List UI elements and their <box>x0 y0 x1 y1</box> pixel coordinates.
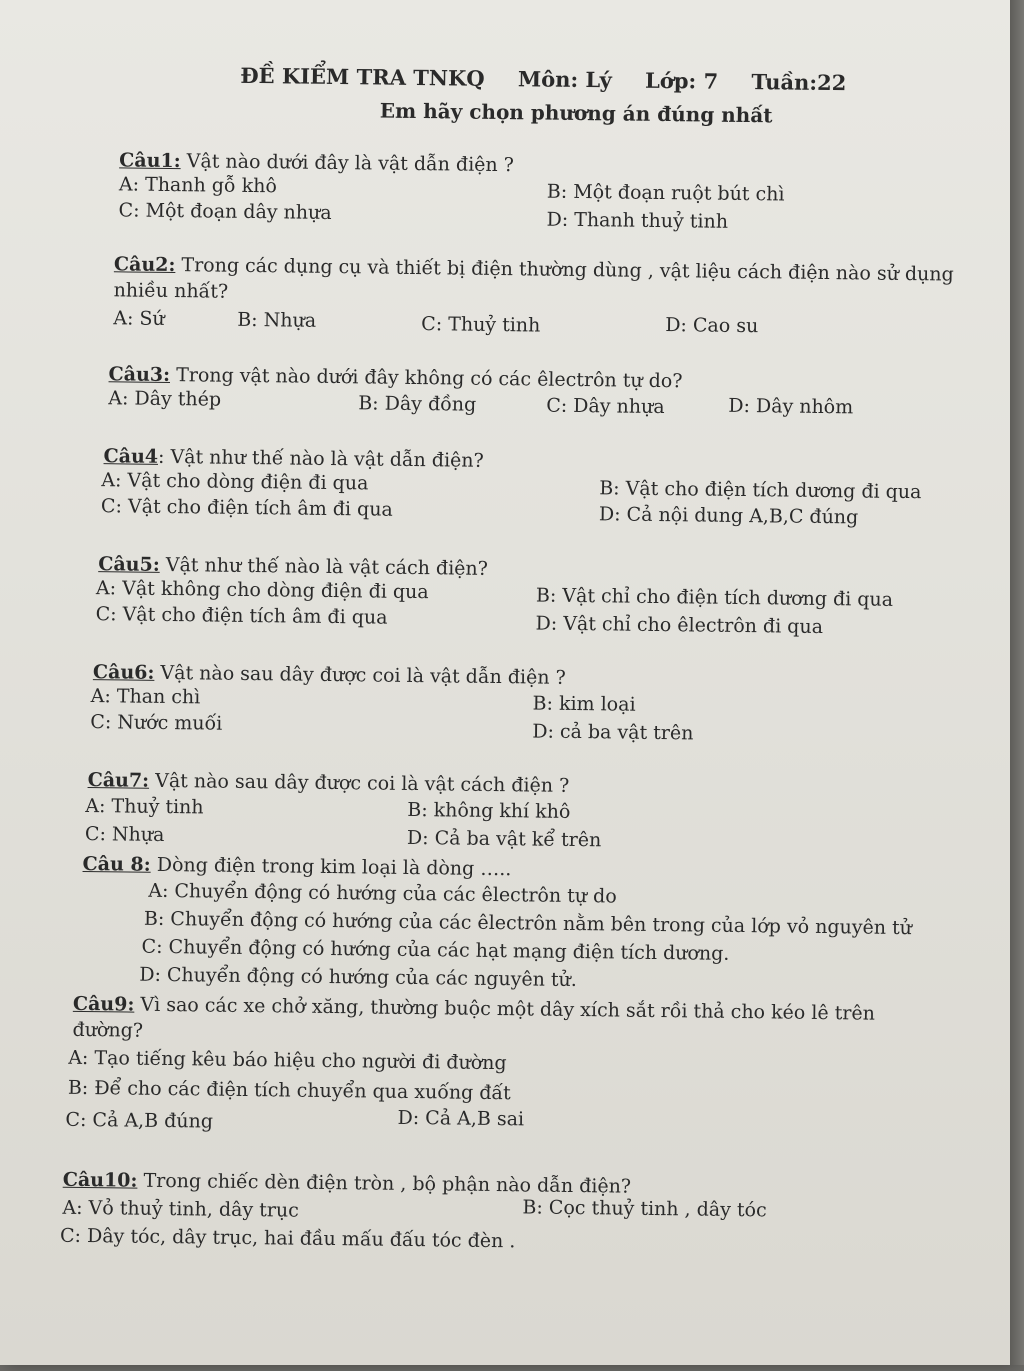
q5-option-a: A: Vật không cho dòng điện đi qua <box>95 577 429 604</box>
question-label: Câu1: <box>119 149 181 173</box>
question-label: Câu 8: <box>82 852 151 876</box>
instruction: Em hãy chọn phương án đúng nhất <box>379 98 773 128</box>
grade-label: Lớp: 7 <box>644 67 719 94</box>
q9-option-c: C: Cả A,B đúng <box>65 1108 214 1133</box>
q7-option-a: A: Thuỷ tinh <box>85 794 204 819</box>
q8-option-c: C: Chuyển động có hướng của các hạt mạng điện tích dương. <box>141 935 730 965</box>
q7-option-c: C: Nhựa <box>84 822 165 846</box>
q8-option-b: B: Chuyển động có hướng của các êlectrôn nằm bên trong của lớp vỏ nguyên tử <box>143 907 913 940</box>
question-text: Vật như thế nào là vật cách điện? <box>159 553 489 580</box>
test-title: ĐỀ KIỂM TRA TNKQ <box>240 62 485 91</box>
q7-option-d: D: Cả ba vật kể trên <box>406 826 602 852</box>
question-text: Trong các dụng cụ và thiết bị điện thường dùng , vật liệu cách điện nào sử dụng nhiều nhất? <box>113 254 954 303</box>
week-label: Tuần:22 <box>751 69 847 96</box>
q10-option-a: A: Vỏ thuỷ tinh, dây trục <box>62 1196 299 1222</box>
question-9 <box>72 991 923 1053</box>
question-label: Câu10: <box>62 1168 138 1192</box>
q2-option-b: B: Nhựa <box>237 308 317 332</box>
question-text: Trong vật nào dưới đây không có các êlectrôn tự do? <box>169 363 683 393</box>
q5-option-b: B: Vật chỉ cho điện tích dương đi qua <box>535 584 894 611</box>
q5-option-c: C: Vật cho điện tích âm đi qua <box>95 603 388 629</box>
q3-option-b: B: Dây đồng <box>358 392 477 416</box>
q4-option-a: A: Vật cho dòng điện đi qua <box>101 469 369 495</box>
question-text: Vật nào sau dây được coi là vật cách điện ? <box>149 769 570 797</box>
q1-option-a: A: Thanh gỗ khô <box>118 173 278 198</box>
question-label: Câu7: <box>87 769 150 792</box>
question-text: Vật nào dưới đây là vật dẫn điện ? <box>180 150 515 177</box>
q1-option-d: D: Thanh thuỷ tinh <box>546 208 729 233</box>
question-label: Câu9: <box>72 992 135 1016</box>
q4-option-d: D: Cả nội dung A,B,C đúng <box>598 503 859 529</box>
q4-option-c: C: Vật cho điện tích âm đi qua <box>100 495 393 521</box>
q8-option-d: D: Chuyển động có hướng của các nguyên tử. <box>139 963 577 992</box>
question-text: Dòng điện trong kim loại là dòng ….. <box>150 853 512 881</box>
q9-option-d: D: Cả A,B sai <box>397 1106 525 1131</box>
question-text: Vật nào sau dây được coi là vật dẫn điện ? <box>154 661 566 689</box>
q6-option-a: A: Than chì <box>90 685 201 709</box>
question-text: Trong chiếc dèn điện tròn , bộ phận nào dẫn điện? <box>137 1169 632 1198</box>
q10-option-b: B: Cọc thuỷ tinh , dây tóc <box>522 1196 767 1222</box>
q6-option-c: C: Nước muối <box>90 711 223 735</box>
q6-option-d: D: cả ba vật trên <box>532 720 694 745</box>
question-label: Câu2: <box>113 253 176 277</box>
page-title <box>240 62 847 96</box>
q3-option-d: D: Dây nhôm <box>728 394 854 419</box>
page-edge <box>1010 0 1024 1365</box>
q4-option-b: B: Vật cho điện tích dương đi qua <box>599 477 922 504</box>
subject-label: Môn: Lý <box>517 66 612 93</box>
q8-option-a: A: Chuyển động có hướng của các êlectrôn tự do <box>148 879 617 908</box>
q10-option-c: C: Dây tóc, dây trục, hai đầu mấu đấu tóc đèn . <box>59 1224 516 1253</box>
q5-option-d: D: Vật chỉ cho êlectrôn đi qua <box>535 612 824 638</box>
question-text: : Vật như thế nào là vật dẫn điện? <box>157 445 484 472</box>
question-8 <box>82 851 511 882</box>
q1-option-c: C: Một đoạn dây nhựa <box>118 199 332 224</box>
question-label: Câu6: <box>92 661 155 684</box>
question-text: Vì sao các xe chở xăng, thường buộc một dây xích sắt rồi thả cho kéo lê trên đường? <box>72 993 876 1042</box>
q3-option-c: C: Dây nhựa <box>546 394 665 419</box>
question-2 <box>113 251 954 313</box>
question-label: Câu4 <box>103 445 159 468</box>
q2-option-d: D: Cao su <box>665 314 759 338</box>
q1-option-b: B: Một đoạn ruột bút chì <box>546 180 785 206</box>
q7-option-b: B: không khí khô <box>407 798 571 823</box>
question-label: Câu5: <box>98 553 160 576</box>
question-7 <box>88 767 570 799</box>
q9-option-a: A: Tạo tiếng kêu báo hiệu cho người đi đường <box>68 1046 507 1075</box>
question-10 <box>63 1167 632 1200</box>
question-label: Câu3: <box>108 363 171 386</box>
q9-option-b: B: Để cho các điện tích chuyển qua xuống đất <box>67 1076 511 1105</box>
q2-option-c: C: Thuỷ tinh <box>421 313 541 337</box>
q2-option-a: A: Sứ <box>113 307 165 330</box>
q3-option-a: A: Dây thép <box>108 387 222 411</box>
q6-option-b: B: kim loại <box>532 692 636 716</box>
